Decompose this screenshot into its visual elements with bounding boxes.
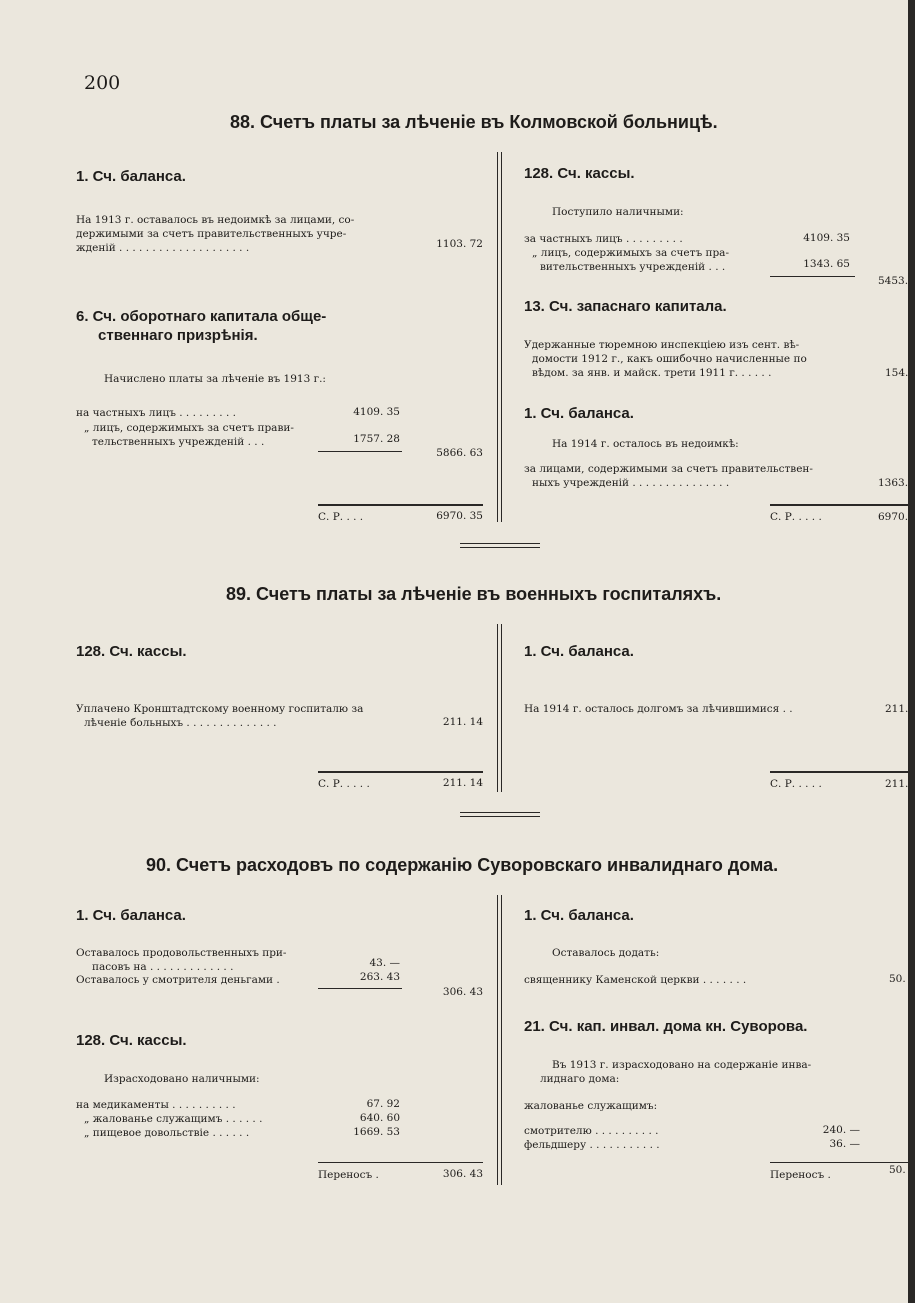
amount: 640. 60: [359, 1112, 400, 1124]
sum-rule: [318, 1162, 483, 1163]
amount: 1757. 28: [353, 433, 400, 445]
subheading: Поступило наличными:: [552, 206, 684, 218]
carry-label: Переносъ .: [770, 1169, 831, 1181]
carry-amount: 306. 43: [442, 1168, 483, 1180]
text-line: лѣченіе больныхъ . . . . . . . . . . . . . .: [84, 717, 277, 729]
amount: 4109. 35: [353, 406, 400, 418]
text-line: ныхъ учрежденій . . . . . . . . . . . . . . .: [532, 477, 730, 489]
row-label: вительственныхъ учрежденій . . .: [540, 261, 726, 273]
text-line: Удержанные тюремною инспекціею изъ сент. вѣ-: [524, 339, 800, 351]
amount-cropped: 5453.: [878, 275, 909, 287]
amount-cropped: 211.: [885, 703, 909, 715]
column-divider: [501, 624, 502, 792]
sum-rule: [318, 771, 483, 773]
sum-rule: [770, 276, 855, 277]
column-divider: [501, 152, 502, 522]
row-label: за частныхъ лицъ . . . . . . . . .: [524, 233, 683, 245]
row-label: священнику Каменской церкви . . . . . . .: [524, 974, 747, 986]
section-88-title: 88. Счетъ платы за лѣченіе въ Колмовской больницѣ.: [230, 112, 718, 132]
section-separator: [460, 543, 540, 544]
row-label: фельдшеру . . . . . . . . . . .: [524, 1139, 660, 1151]
text-line: На 1914 г. осталось долгомъ за лѣчившимися . .: [524, 703, 793, 715]
amount: 43. —: [369, 957, 400, 969]
text-line: Уплачено Кронштадтскому военному госпиталю за: [76, 703, 364, 715]
account-heading: 1. Сч. баланса.: [524, 643, 634, 660]
carry-label: Переносъ .: [318, 1169, 379, 1181]
section-90-title: 90. Счетъ расходовъ по содержанію Суворовскаго инвалиднаго дома.: [146, 855, 779, 875]
row-label: на частныхъ лицъ . . . . . . . . .: [76, 407, 236, 419]
subheading: Оставалось додать:: [552, 947, 660, 959]
row-label: смотрителю . . . . . . . . . .: [524, 1125, 659, 1137]
sum-rule: [318, 988, 402, 989]
text-line: Въ 1913 г. израсходовано на содержаніе инва-: [552, 1059, 812, 1071]
column-divider: [501, 895, 502, 1185]
account-heading: 1. Сч. баланса.: [524, 907, 634, 924]
account-heading: 128. Сч. кассы.: [76, 1032, 187, 1049]
text-line: держимыми за счетъ правительственныхъ учре-: [76, 228, 347, 240]
row-label: пасовъ на . . . . . . . . . . . . .: [92, 961, 234, 973]
amount: 211. 14: [442, 716, 483, 728]
account-heading: 1. Сч. баланса.: [76, 907, 186, 924]
row-label: „ жалованье служащимъ . . . . . .: [84, 1113, 263, 1125]
section-separator: [460, 816, 540, 817]
section-separator: [460, 812, 540, 813]
sum-label: С. Р. . . .: [318, 511, 364, 523]
row-label: „ пищевое довольствіе . . . . . .: [84, 1127, 250, 1139]
column-divider: [497, 895, 498, 1185]
total-amount: 5866. 63: [436, 447, 483, 459]
subheading: Израсходовано наличными:: [104, 1073, 260, 1085]
sum-rule: [770, 771, 910, 773]
column-divider: [497, 152, 498, 522]
account-heading: 1. Сч. баланса.: [76, 168, 186, 185]
text-line: На 1913 г. оставалось въ недоимкѣ за лицами, со-: [76, 214, 355, 226]
text-line: жденій . . . . . . . . . . . . . . . . . . . .: [76, 242, 250, 254]
subheading: На 1914 г. осталось въ недоимкѣ:: [552, 438, 739, 450]
account-heading: 128. Сч. кассы.: [76, 643, 187, 660]
row-label: на медикаменты . . . . . . . . . .: [76, 1099, 236, 1111]
amount: 36. —: [829, 1138, 860, 1150]
row-label: „ лицъ, содержимыхъ за счетъ пра-: [532, 247, 729, 259]
sum-rule: [770, 504, 910, 506]
row-label: тельственныхъ учрежденій . . .: [92, 436, 265, 448]
amount-cropped: 1363.: [878, 477, 909, 489]
amount-cropped: 211.: [885, 778, 909, 790]
amount: 1669. 53: [353, 1126, 400, 1138]
account-heading: 21. Сч. кап. инвал. дома кн. Суворова.: [524, 1018, 808, 1035]
column-divider: [497, 624, 498, 792]
text-line: лиднаго дома:: [540, 1073, 620, 1085]
amount: 240. —: [822, 1124, 860, 1136]
amount: 1343. 65: [803, 258, 850, 270]
row-label: Оставалось продовольственныхъ при-: [76, 947, 287, 959]
subheading: Начислено платы за лѣченіе въ 1913 г.:: [104, 373, 326, 385]
amount-cropped: 50.: [889, 973, 906, 985]
account-heading: 128. Сч. кассы.: [524, 165, 635, 182]
amount: 263. 43: [359, 971, 400, 983]
sum-label: С. Р. . . . .: [770, 778, 822, 790]
amount: 1103. 72: [436, 238, 483, 250]
text-line: вѣдом. за янв. и майск. трети 1911 г. . . . . .: [532, 367, 772, 379]
sum-label: С. Р. . . . .: [770, 511, 822, 523]
account-heading: 13. Сч. запаснаго капитала.: [524, 298, 727, 315]
sum-label: С. Р. . . . .: [318, 778, 370, 790]
row-label: „ лицъ, содержимыхъ за счетъ прави-: [84, 422, 294, 434]
text-line: домости 1912 г., какъ ошибочно начисленные по: [532, 353, 807, 365]
sum-amount: 211. 14: [442, 777, 483, 789]
section-separator: [460, 547, 540, 548]
account-heading: 1. Сч. баланса.: [524, 405, 634, 422]
total-amount: 306. 43: [442, 986, 483, 998]
page-number: 200: [84, 72, 121, 94]
sum-rule: [318, 451, 402, 452]
sum-rule: [318, 504, 483, 506]
amount-cropped: 6970.: [878, 511, 909, 523]
text-line: за лицами, содержимыми за счетъ правительствен-: [524, 463, 813, 475]
section-89-title: 89. Счетъ платы за лѣченіе въ военныхъ госпиталяхъ.: [226, 584, 722, 604]
amount-cropped: 50.: [889, 1164, 906, 1176]
sum-amount: 6970. 35: [436, 510, 483, 522]
account-heading: 6. Сч. оборотнаго капитала обще-: [76, 308, 327, 325]
row-label: Оставалось у смотрителя деньгами .: [76, 974, 280, 986]
subheading: жалованье служащимъ:: [524, 1100, 658, 1112]
account-heading: ственнаго призрѣнія.: [98, 327, 258, 344]
amount: 67. 92: [366, 1098, 400, 1110]
amount: 4109. 35: [803, 232, 850, 244]
page-edge-shadow: [908, 0, 915, 1303]
amount-cropped: 154.: [885, 367, 909, 379]
